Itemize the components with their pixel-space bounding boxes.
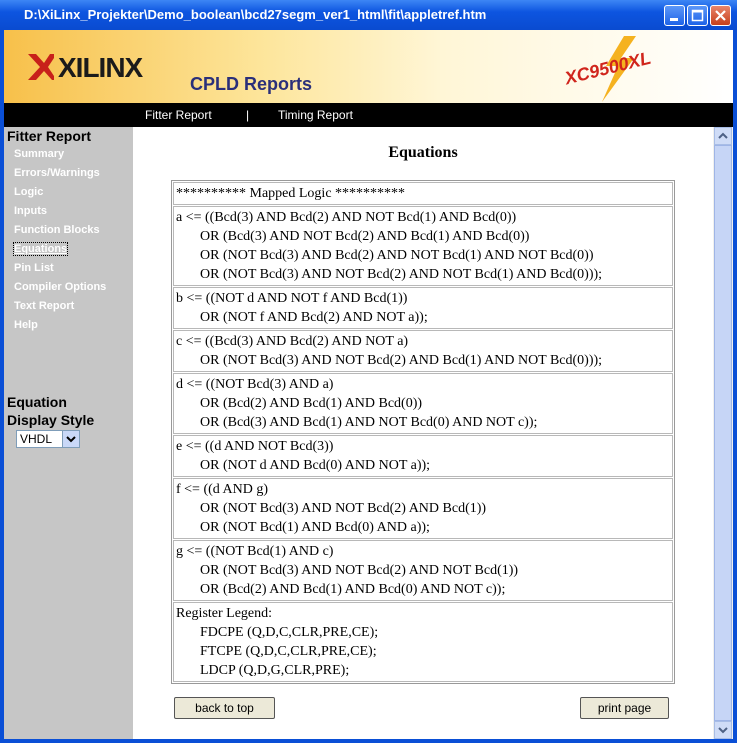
title-bar — [0, 0, 737, 30]
equation-line: OR (NOT Bcd(1) AND Bcd(0) AND a)); — [200, 520, 430, 535]
nav-separator: | — [246, 108, 250, 122]
minimize-icon — [665, 6, 684, 25]
display-style-heading-line1: Equation — [7, 394, 67, 410]
equation-line: OR (NOT Bcd(3) AND NOT Bcd(2) AND Bcd(1)) — [200, 501, 487, 516]
equations-table — [171, 180, 675, 684]
mapped-logic-header: ********** Mapped Logic ********** — [173, 182, 673, 205]
browser-content — [4, 30, 733, 739]
scroll-up-button[interactable] — [714, 127, 732, 145]
vertical-scrollbar[interactable] — [713, 127, 733, 739]
close-icon — [711, 6, 730, 25]
close-button[interactable] — [710, 5, 731, 26]
equation-line: OR (NOT d AND Bcd(0) AND NOT a)); — [200, 458, 431, 473]
sidebar-item-pin-list[interactable]: Pin List — [14, 262, 54, 274]
print-page-button[interactable]: print page — [580, 697, 669, 719]
banner-title: CPLD Reports — [190, 74, 313, 94]
device-logo: XC9500XL — [562, 47, 654, 89]
equation-line: d <= ((NOT Bcd(3) AND a) — [176, 377, 334, 392]
sidebar-item-summary[interactable]: Summary — [14, 148, 65, 160]
nav-fitter-report[interactable]: Fitter Report — [145, 108, 212, 122]
equation-block-b — [173, 287, 673, 329]
legend-line: Register Legend: — [176, 606, 273, 621]
equation-line: b <= ((NOT d AND NOT f AND Bcd(1)) — [176, 291, 408, 306]
top-nav — [4, 103, 733, 127]
sidebar-heading: Fitter Report — [7, 128, 91, 144]
equation-block-c — [173, 330, 673, 372]
equation-block-d — [173, 373, 673, 434]
sidebar-item-logic[interactable]: Logic — [14, 186, 44, 198]
nav-timing-report[interactable]: Timing Report — [278, 108, 353, 122]
sidebar-item-errors-warnings[interactable]: Errors/Warnings — [14, 167, 100, 179]
display-style-heading-line2: Display Style — [7, 412, 95, 428]
sidebar-item-function-blocks[interactable]: Function Blocks — [14, 224, 100, 236]
equation-line: e <= ((d AND NOT Bcd(3)) — [176, 439, 334, 454]
minimize-button[interactable] — [664, 5, 685, 26]
equation-line: OR (Bcd(2) AND Bcd(1) AND Bcd(0) AND NOT c)); — [200, 582, 506, 597]
display-style-value: VHDL — [20, 432, 53, 446]
xilinx-logo-text: XILINX — [58, 52, 143, 83]
equation-line: OR (NOT Bcd(3) AND NOT Bcd(2) AND NOT Bcd(1)) — [200, 563, 519, 578]
equation-block-a — [173, 206, 673, 286]
scrollbar-thumb[interactable] — [714, 145, 732, 721]
chevron-up-icon — [715, 128, 731, 144]
legend-line: FTCPE (Q,D,C,CLR,PRE,CE); — [200, 644, 377, 659]
equation-line: OR (NOT Bcd(3) AND NOT Bcd(2) AND Bcd(1) AND NOT Bcd(0))); — [200, 353, 603, 368]
maximize-icon — [688, 6, 707, 25]
equation-line: f <= ((d AND g) — [176, 482, 268, 497]
chevron-down-icon[interactable] — [62, 431, 79, 447]
xilinx-logo-icon — [26, 52, 56, 82]
sidebar-item-help[interactable]: Help — [14, 319, 38, 331]
scroll-down-button[interactable] — [714, 721, 732, 739]
equation-line: c <= ((Bcd(3) AND Bcd(2) AND NOT a) — [176, 334, 409, 349]
equation-line: OR (Bcd(2) AND Bcd(1) AND Bcd(0)) — [200, 396, 423, 411]
display-style-heading — [7, 393, 94, 429]
display-style-select[interactable] — [16, 430, 80, 448]
sidebar-item-compiler-options[interactable]: Compiler Options — [14, 281, 107, 293]
equation-block-f — [173, 478, 673, 539]
header-banner — [4, 30, 733, 103]
equation-line: OR (Bcd(3) AND NOT Bcd(2) AND Bcd(1) AND Bcd(0)) — [200, 229, 530, 244]
back-to-top-button[interactable]: back to top — [174, 697, 275, 719]
chevron-down-icon — [715, 722, 731, 738]
sidebar — [4, 127, 133, 739]
legend-line: FDCPE (Q,D,C,CLR,PRE,CE); — [200, 625, 379, 640]
equation-block-e — [173, 435, 673, 477]
equation-line: OR (NOT Bcd(3) AND NOT Bcd(2) AND NOT Bcd(1) AND Bcd(0))); — [200, 267, 603, 282]
equation-line: a <= ((Bcd(3) AND Bcd(2) AND NOT Bcd(1) AND Bcd(0)) — [176, 210, 517, 225]
equation-line: OR (NOT f AND Bcd(2) AND NOT a)); — [200, 310, 428, 325]
sidebar-item-inputs[interactable]: Inputs — [14, 205, 47, 217]
register-legend — [173, 602, 673, 682]
equation-line: OR (Bcd(3) AND Bcd(1) AND NOT Bcd(0) AND NOT c)); — [200, 415, 538, 430]
sidebar-item-equations[interactable]: Equations — [14, 243, 68, 255]
legend-line: LDCP (Q,D,G,CLR,PRE); — [200, 663, 350, 678]
window-title: D:\XiLinx_Projekter\Demo_boolean\bcd27segm_ver1_html\fit\appletref.htm — [24, 7, 487, 22]
sidebar-item-text-report[interactable]: Text Report — [14, 300, 75, 312]
main-content — [133, 127, 713, 739]
equation-block-g — [173, 540, 673, 601]
page-title: Equations — [388, 144, 458, 161]
maximize-button[interactable] — [687, 5, 708, 26]
equation-line: OR (NOT Bcd(3) AND Bcd(2) AND NOT Bcd(1) AND NOT Bcd(0)) — [200, 248, 594, 263]
equation-line: g <= ((NOT Bcd(1) AND c) — [176, 544, 334, 559]
